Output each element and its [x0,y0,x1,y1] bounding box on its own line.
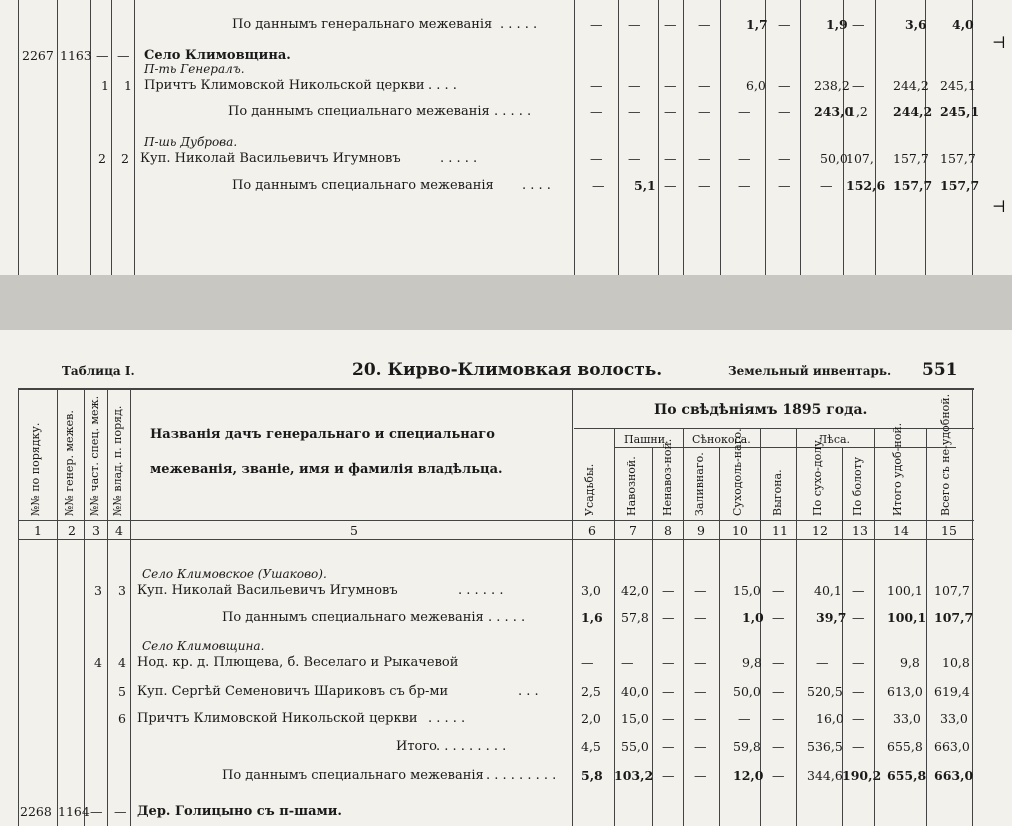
col-header-order: №№ по порядку. [29,422,42,516]
subheading-klimovshchina: Село Климовщина. [142,639,265,653]
page-number: 551 [922,360,958,380]
group-pashni: Пашни. [624,433,669,446]
col-header-13: По болоту [851,456,864,516]
col-header-general: №№ генер. межев. [63,410,76,516]
col-header-9: Заливнаго. [693,452,706,516]
by-data-header: По свѣдѣніямъ 1895 года. [654,402,868,418]
group-lesa: Лѣса. [818,433,851,446]
table-label: Таблица I. [62,364,135,378]
col-header-7: Навозной. [625,456,638,516]
col-header-15: Всего съ не-удобной. [939,393,952,516]
names-header-line2: межеванія, званіе, имя и фамилія владѣльца. [150,462,503,477]
previous-page-fragment: По даннымъ генеральнаго межеванія . . . . . — — — — 1,7 — 1,9 — 3,6 4,0 ⊣ 2267 1163 — — Село Климовщина. П-ть Генералъ. 1 1 Причтъ Климовской Никольской церкви . . . . — — — — 6,0 — 238,2 — 244,2 245,1 По даннымъ специальнаго межеванія . . . . . — — — — — — 243,0 1,2 244,2 245,1 П-шь Дуброва. 2 2 Куп. Николай Васильевичъ Игумновъ . . . . . — — — — — — 50,0 107, 157,7 157,7 По даннымъ специальнаго межеванія . . . . — 5,1 — — — — — 152,6 157,7 157,7 ⊣ [0,0,1012,275]
col-header-12: По сухо-долу. [811,436,824,516]
bracket-mark: ⊣ [992,33,1006,52]
col-header-special: №№ част. спец. меж. [88,395,101,516]
col-header-owner: №№ влад. п. поряд. [111,405,124,516]
subheading-dubrova: П-шь Дуброва. [144,135,238,149]
section-label: Земельный инвентарь. [728,364,892,378]
col-header-10: Суходоль-наго. [731,428,744,516]
col-header-14: Итого удоб-ной. [891,422,904,516]
subheading-klimovskoe: Село Климовское (Ушаково). [142,567,327,581]
col-header-6: Усадьбы. [583,463,596,516]
page-551: Таблица I. 20. Кирво-Климовкая волость. Земельный инвентарь. 551 №№ по порядку. №№ генер. межев. №№ част. спец. меж. №№ влад. п. поряд. Названія дачъ генеральнаго и специальнаго межеванія, званіе, имя и фамилія владѣльца. По свѣдѣніямъ 1895 года. Пашни. Сѣнокоса. Лѣса. Усадьбы. Навозной. Ненавоз-ной. Заливнаго. Суходоль-наго. Выгона. По сухо-долу. По болоту Итого удоб-ной. Всего съ не-удобной. 1 2 3 4 5 6 7 8 9 10 11 12 13 14 15 Село Климовское (Ушаково). 3 3 Куп. Николай Васильевичъ Игумновъ . . . . . . 3,0 42,0 — — 15,0 — 40,1 — 100,1 107,7 По даннымъ специальнаго межеванія . . . . . 1,6 57,8 — — 1,0 — 39,7 — 100,1 107,7 Село Климовщина. 4 4 Нод. кр. д. Плющева, б. Веселаго и Рыкачевой — — — — 9,8 — — — 9,8 10,8 5 Куп. Сергѣй Семеновичъ Шариковъ съ бр-ми . . . 2,5 40,0 — — 50,0 — 520,5 — 613,0 619,4 6 Причтъ Климовской Никольской церкви . . . . . 2,0 15,0 — — — — 16,0 — 33,0 33,0 Итого . . . . . . . . . 4,5 55,0 — — 59,8 — 536,5 — 655,8 663,0 По даннымъ специальнаго межеванія . . . . . . . . . 5,8 103,2 — — 12,0 — 344,6 190,2 655,8 663,0 2268 1164 — — Дер. Голицыно съ п-шами. [0,330,1012,826]
scan-gap [0,270,1012,332]
col-header-8: Ненавоз-ной. [661,438,674,516]
names-header-line1: Названія дачъ генеральнаго и специальнаго [150,427,495,442]
subheading-general: П-ть Генералъ. [144,62,245,76]
page-title: 20. Кирво-Климовкая волость. [352,360,663,380]
group-senokosa: Сѣнокоса. [692,433,751,446]
bracket-mark: ⊣ [992,197,1006,216]
col-header-11: Выгона. [771,469,784,516]
